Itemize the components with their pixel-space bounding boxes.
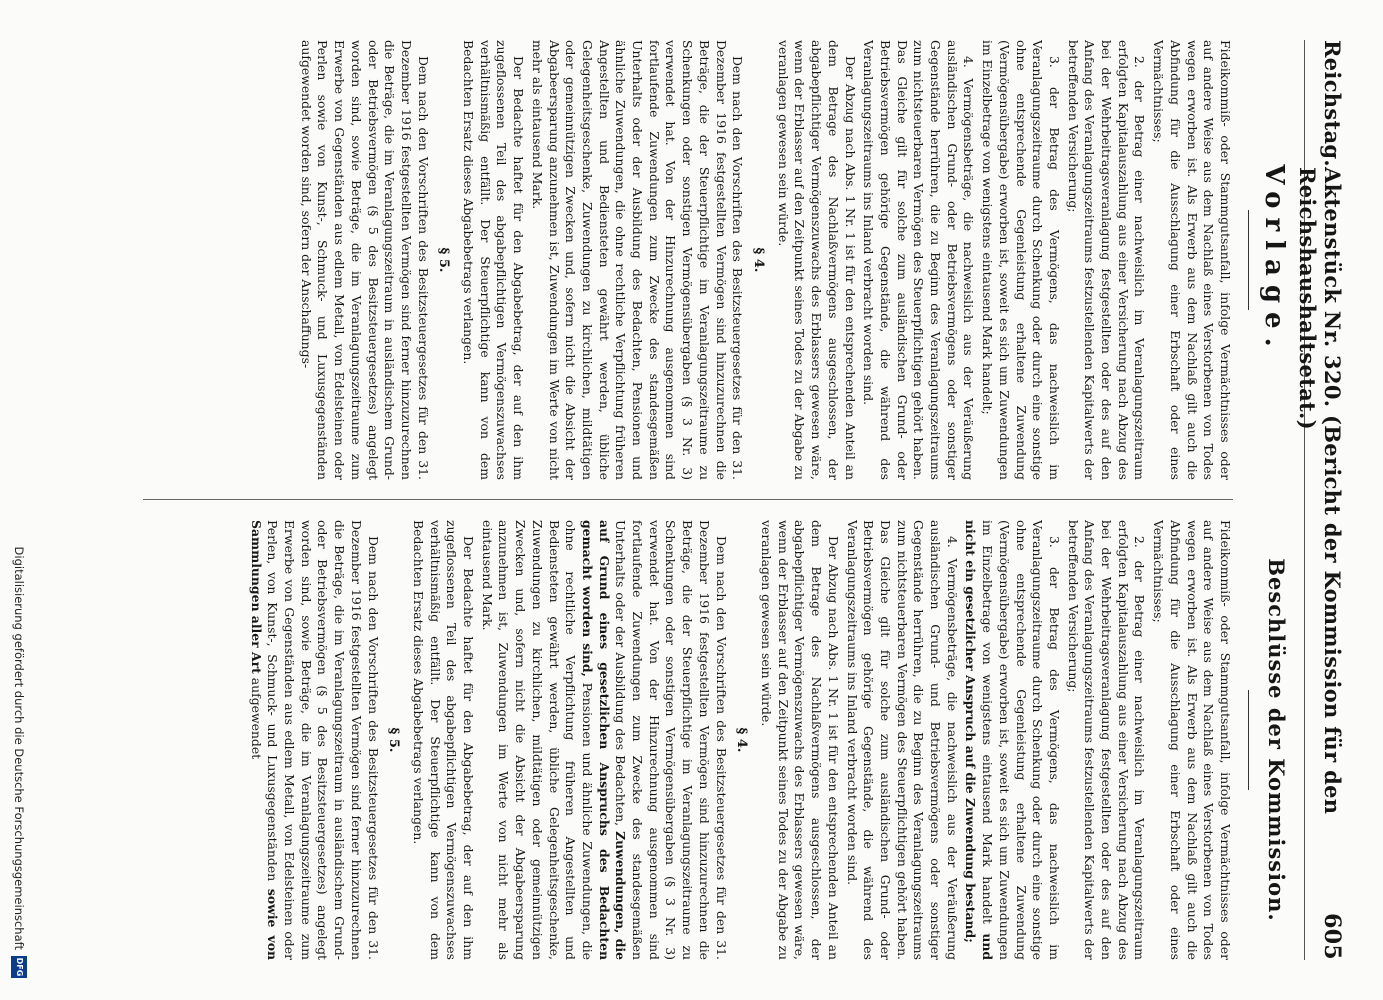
- left-paragraph-5: Der Abzug nach Abs. 1 Nr. 1 ist für den entsprechenden Anteil an dem Betrage des Nachlaßvermögens ausgeschlossen, der abgabepflichtiger Vermögenszuwachs des Erblassers gewesen wäre, wenn der Erblasser auf den Zeitpunkt seines Todes zu der Abgabe zu veranlagen gewesen sein würde.: [775, 40, 858, 480]
- left-column: [143, 40, 1233, 480]
- right-paragraph-2: 2. der Betrag einer nachweislich im Veranlagungszeitraum erfolgten Kapitalauszahlung aus einer Versicherung nach Abzug des bei der Wehrbeitragsveranlagung festgestellten oder des auf den Anfang des Veranlagungszeitraums festzustellenden Kapitalwerts der betreffenden Versicherung;: [1065, 520, 1148, 960]
- right-paragraph-8-amendment: sowie von Sammlungen aller Art: [248, 520, 281, 960]
- page-header: [1295, 40, 1345, 960]
- header-left: Reichstag.: [1320, 40, 1345, 167]
- left-column-heading: Vorlage.: [1259, 164, 1289, 356]
- column-divider: [143, 499, 1233, 500]
- left-section-4-heading: § 4.: [751, 247, 767, 273]
- left-paragraph-3: 3. der Betrag des Vermögens, das nachweislich im Veranlagungszeitraume durch Schenkung oder durch eine sonstige ohne entsprechende Gegenleistung erhaltene Zuwendung (Vermögensübergabe) erworben ist, soweit es sich um Zuwendungen im Einzelbetrage von wenigstens eintausend Mark handelt;: [980, 40, 1062, 480]
- left-section-5-heading: § 5.: [436, 247, 452, 273]
- header-title: Aktenstück Nr. 320. (Bericht der Kommission für den Reichshaushaltsetat.): [1295, 166, 1345, 815]
- left-paragraph-6: Dem nach den Vorschriften des Besitzsteuergesetzes für den 31. Dezember 1916 festgestellten Vermögen sind hinzuzurechnen die Beträge, die der Steuerpflichtige im Veranlagungszeitraume zu Schenkungen oder sonstigen Vermögensübergaben (§ 3 Nr. 3) verwendet hat. Von der Hinzurechnung ausgenommen sind fortlaufende Zuwendungen zum Zwecke des standesgemäßen Unterhalts oder der Ausbildung des Bedachten, Pensionen und ähnliche Zuwendungen, die ohne rechtliche Verpflichtung früheren Angestellten und Bediensteten gewährt werden, übliche Gelegenheitsgeschenke, Zuwendungen zu kirchlichen, mildtätigen oder gemeinnützigen Zwecken und, sofern nicht die Absicht der Abgabeersparung anzunehmen ist, Zuwendungen im Werte von nicht mehr als eintausend Mark.: [529, 40, 746, 480]
- right-column-heading: Beschlüsse der Kommission.: [1264, 558, 1289, 922]
- credit-text: Digitalisierung gefördert durch die Deutsche Forschungsgemeinschaft: [12, 546, 26, 950]
- right-paragraph-8: [247, 520, 381, 960]
- right-section-5-heading: § 5.: [386, 727, 402, 753]
- left-paragraph-1: Fideikommiß- oder Stammgutsanfall, infolge Vermächtnisses oder auf andere Weise aus dem Nachlaß eines Verstorbenen von Todes wegen erworben ist. Als Erwerb aus dem Nachlaß gilt auch die Abfindung für die Ausschlagung einer Erbschaft oder eines Vermächtnisses;: [1151, 40, 1233, 480]
- right-paragraph-8-text-b: aufgewendet: [248, 677, 264, 760]
- right-paragraph-5: Der Abzug nach Abs. 1 Nr. 1 ist für den entsprechenden Anteil an dem Betrage des Nachlaßvermögens ausgeschlossen, der abgabepflichtiger Vermögenszuwachs des Erblassers gewesen wäre, wenn der Erblasser auf den Zeitpunkt seines Todes zu der Abgabe zu veranlagen gewesen sein würde.: [759, 520, 841, 960]
- dfg-logo-icon: DFG: [11, 956, 27, 978]
- right-heading-rule: [1248, 690, 1249, 790]
- left-paragraph-7: Der Bedachte haftet für den Abgabebetrag, der auf den ihm zugeflossenen Teil des abgabepflichtigen Vermögenszuwachses verhältnismäßig entfällt. Der Steuerpflichtige kann von dem Bedachten Ersatz dieses Abgabebetrags verlangen.: [461, 40, 527, 480]
- left-paragraph-8: Dem nach den Vorschriften des Besitzsteuergesetzes für den 31. Dezember 1916 festgestellten Vermögen sind ferner hinzuzurechnen die Beträge, die im Veranlagungszeitraum in ausländischem Grund- oder Betriebsvermögen (§ 5 des Besitzsteuergesetzes) angelegt worden sind, sowie Beträge, die im Veranlagungszeitraume zum Erwerbe von Gegenständen aus edlem Metall, von Edelsteinen oder Perlen sowie von Kunst-, Schmuck- und Luxusgegenständen aufgewendet worden sind, sofern der Anschaffungs-: [298, 40, 431, 480]
- right-paragraph-1: Fideikommiß- oder Stammgutsanfall, infolge Vermächtnisses oder auf andere Weise aus dem Nachlaß eines Verstorbenen von Todes wegen erworben ist. Als Erwerb aus dem Nachlaß gilt auch die Abfindung für die Ausschlagung einer Erbschaft oder eines Vermächtnisses;: [1151, 520, 1233, 960]
- right-paragraph-8-text-a: Dem nach den Vorschriften des Besitzsteuergesetzes für den 31. Dezember 1916 festgestellten Vermögen sind ferner hinzuzurechnen die Beträge, die im Veranlagungszeitraum in ausländischem Grund- oder Betriebsvermögen (§ 5 des Besitzsteuergesetzes) angelegt worden sind, sowie Beträge, die im Veranlagungszeitraume zum Erwerbe von Gegenständen aus edlem Metall, von Edelsteinen oder Perlen, von Kunst-, Schmuck- und Luxusgegenständen: [265, 520, 381, 960]
- right-paragraph-3: [962, 520, 1062, 960]
- digitization-credit: [5, 0, 33, 1000]
- right-paragraph-3-amendment: und nicht ein gesetzlicher Anspruch auf die Zuwendung bestand;: [963, 520, 996, 960]
- right-section-4-heading: § 4.: [734, 727, 750, 753]
- right-paragraph-7: Der Bedachte haftet für den Abgabebetrag, der auf den ihm zugeflossenen Teil des abgabepflichtigen Vermögenszuwachses verhältnismäßig entfällt. Der Steuerpflichtige kann von dem Bedachten Ersatz dieses Abgabebetrags verlangen.: [410, 520, 477, 960]
- right-paragraph-6-amendment: Zuwendungen, die auf Grund eines gesetzlichen Anspruchs des Bedachten gemacht worden sind,: [579, 520, 629, 960]
- right-paragraph-6-text-a: Dem nach den Vorschriften des Besitzsteuergesetzes für den 31. Dezember 1916 festgestellten Vermögen sind hinzuzurechnen die Beträge, die der Steuerpflichtige im Veranlagungszeitraume zu Schenkungen oder sonstigen Vermögensübergaben (§ 3 Nr. 3) verwendet hat. Von der Hinzurechnung ausgenommen sind fortlaufende Zuwendungen zum Zwecke des standesgemäßen Unterhalts oder der Ausbildung des Bedachten,: [613, 520, 729, 960]
- right-paragraph-6: [478, 520, 729, 960]
- right-paragraph-4: 4. Vermögensbeträge, die nachweislich aus der Veräußerung ausländischen Grund- und Betriebsvermögens oder sonstiger Gegenstände herrühren, die zu Beginn des Veranlagungszeitraums zum nichtsteuerbaren Vermögen des Steuerpflichtigen gehört haben. Das Gleiche gilt für solche zum ausländischen Grund- oder Betriebsvermögen gehörige Gegenstände, die während des Veranlagungszeitraums ins Inland verbracht worden sind.: [844, 520, 960, 960]
- page-number: 605: [1319, 913, 1345, 960]
- left-heading-rule: [1248, 210, 1249, 310]
- right-paragraph-6-text-b: Pensionen und ähnliche Zuwendungen, die ohne rechtliche Verpflichtung früheren Angestellten und Bediensteten gewährt werden, übliche Gelegenheitsgeschenke, Zuwendungen zu kirchlichen, mildtätigen oder gemeinnützigen Zwecken und, sofern nicht die Absicht der Abgabeersparung anzunehmen ist, Zuwendungen im Werte von nicht mehr als eintausend Mark.: [479, 520, 595, 960]
- right-column: [143, 520, 1233, 960]
- right-paragraph-3-text: 3. der Betrag des Vermögens, das nachweislich im Veranlagungszeitraume durch Schenkung oder durch eine sonstige ohne entsprechende Gegenleistung erhaltene Zuwendung (Vermögensübergabe) erworben ist, soweit es sich um Zuwendungen im Einzelbetrage von wenigstens eintausend Mark handelt: [980, 520, 1062, 960]
- left-paragraph-2: 2. der Betrag einer nachweislich im Veranlagungszeitraum erfolgten Kapitalauszahlung aus einer Versicherung nach Abzug des bei der Wehrbeitragsveranlagung festgestellten oder des auf den Anfang des Veranlagungszeitraums festzustellenden Kapitalwerts der betreffenden Versicherung;: [1065, 40, 1148, 480]
- left-paragraph-4: 4. Vermögensbeträge, die nachweislich aus der Veräußerung ausländischen Grund- oder Betriebsvermögens oder sonstiger Gegenstände herrühren, die zu Beginn des Veranlagungszeitraums zum nichtsteuerbaren Vermögen des Steuerpflichtigen gehört haben. Das Gleiche gilt für solche zum ausländischen Grund- oder Betriebsvermögen gehörige Gegenstände, die während des Veranlagungszeitraums ins Inland verbracht worden sind.: [861, 40, 977, 480]
